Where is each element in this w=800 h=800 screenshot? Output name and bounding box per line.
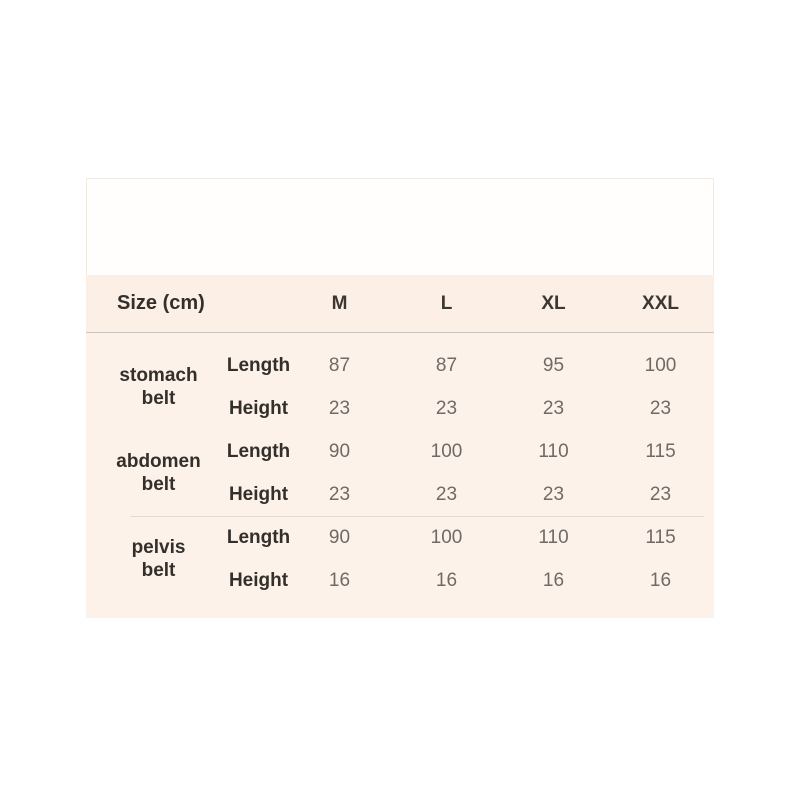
size-value-cell: 16 xyxy=(649,569,672,591)
size-value-cell: 16 xyxy=(542,569,565,591)
size-value-cell: 115 xyxy=(645,440,676,462)
group-label-line1: stomach xyxy=(119,365,198,386)
product-image-bottom-region xyxy=(86,178,714,275)
column-header-m: M xyxy=(331,292,348,314)
group-label-line1: pelvis xyxy=(131,537,186,558)
dimension-label-height: Height xyxy=(228,569,289,591)
size-value-cell: 87 xyxy=(328,354,351,376)
group-label-line2: belt xyxy=(141,560,176,581)
size-value-cell: 23 xyxy=(542,483,565,505)
size-value-cell: 23 xyxy=(328,397,351,419)
size-value-cell: 23 xyxy=(435,483,458,505)
size-value-cell: 100 xyxy=(644,354,677,376)
dimension-label-length: Length xyxy=(226,526,291,548)
size-value-cell: 110 xyxy=(538,440,569,462)
size-value-cell: 16 xyxy=(328,569,351,591)
dimension-label-height: Height xyxy=(228,397,289,419)
group-label-line2: belt xyxy=(141,474,176,495)
group-label-line1: abdomen xyxy=(116,451,201,472)
size-group-pelvis-belt xyxy=(86,516,714,618)
size-value-cell: 90 xyxy=(328,526,351,548)
group-label-line2: belt xyxy=(141,388,176,409)
size-table-body xyxy=(86,333,714,618)
size-table xyxy=(86,275,714,618)
size-value-cell: 110 xyxy=(538,526,569,548)
dimension-label-length: Length xyxy=(226,440,291,462)
size-value-cell: 100 xyxy=(430,526,463,548)
size-group-stomach-belt xyxy=(86,333,714,430)
size-value-cell: 23 xyxy=(328,483,351,505)
size-value-cell: 100 xyxy=(430,440,463,462)
column-header-l: L xyxy=(440,292,453,314)
size-unit-label: Size (cm) xyxy=(117,292,205,314)
size-value-cell: 87 xyxy=(435,354,458,376)
size-value-cell: 23 xyxy=(435,397,458,419)
group-label-stomach-belt xyxy=(119,364,197,410)
size-value-cell: 115 xyxy=(645,526,676,548)
size-value-cell: 95 xyxy=(542,354,565,376)
group-label-abdomen-belt xyxy=(116,450,200,496)
size-value-cell: 23 xyxy=(542,397,565,419)
size-group-abdomen-belt xyxy=(86,430,714,516)
dimension-label-height: Height xyxy=(228,483,289,505)
size-value-cell: 23 xyxy=(649,397,672,419)
dimension-label-length: Length xyxy=(226,354,291,376)
column-header-xxl: XXL xyxy=(642,292,679,314)
size-value-cell: 16 xyxy=(435,569,458,591)
group-label-pelvis-belt xyxy=(132,536,186,582)
size-table-header-row xyxy=(86,275,714,333)
column-header-xl: XL xyxy=(541,292,566,314)
size-value-cell: 90 xyxy=(328,440,351,462)
size-value-cell: 23 xyxy=(649,483,672,505)
